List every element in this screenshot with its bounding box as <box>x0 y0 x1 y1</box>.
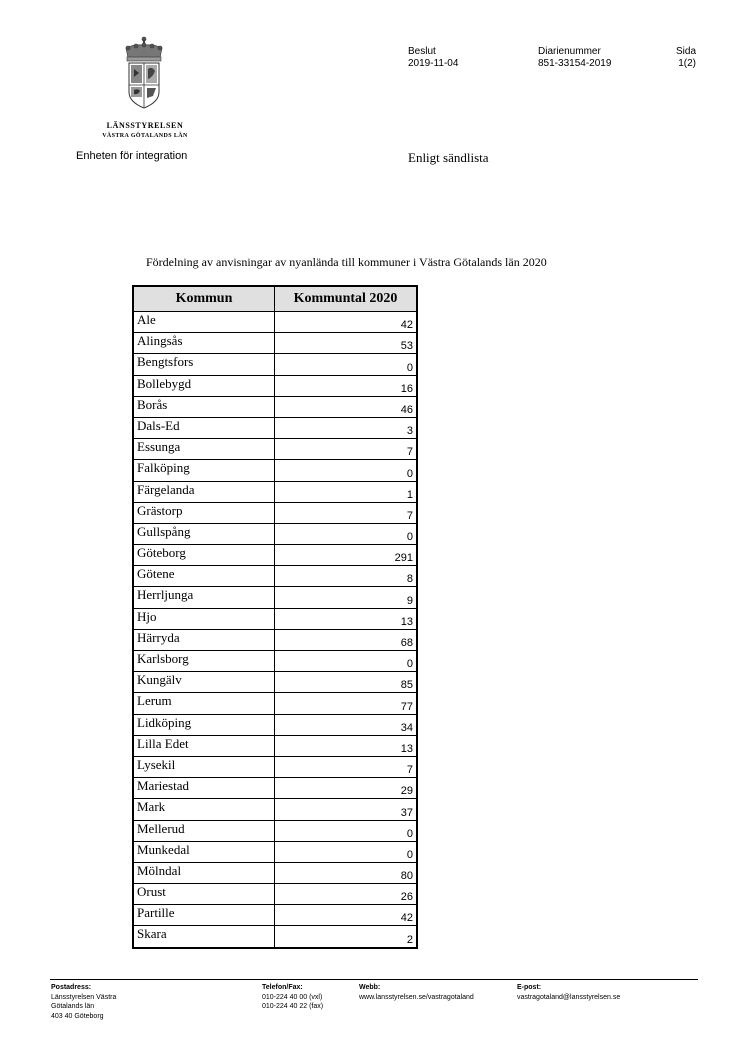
kommun-name-cell: Mellerud <box>133 820 275 841</box>
table-row <box>133 651 417 672</box>
footer-tel-label: Telefon/Fax: <box>262 984 303 991</box>
kommun-name-cell: Partille <box>133 905 275 926</box>
kommuntal-value-cell: 13 <box>275 608 418 629</box>
sida-label: Sida <box>675 46 696 57</box>
table-row <box>133 417 417 438</box>
kommuntal-value-cell: 7 <box>275 439 418 460</box>
table-row <box>133 312 417 333</box>
table-row <box>133 396 417 417</box>
table-row <box>133 735 417 756</box>
table-row <box>133 566 417 587</box>
table-row <box>133 587 417 608</box>
kommuntal-value-cell: 42 <box>275 905 418 926</box>
table-row <box>133 693 417 714</box>
table-row <box>133 375 417 396</box>
kommun-name-cell: Lidköping <box>133 714 275 735</box>
kommuntal-value-cell: 1 <box>275 481 418 502</box>
table-row <box>133 799 417 820</box>
table-row <box>133 862 417 883</box>
footer-web-label: Webb: <box>359 984 381 991</box>
column-header-kommuntal: Kommuntal 2020 <box>275 286 418 312</box>
table-row <box>133 545 417 566</box>
footer-web-link[interactable]: www.lansstyrelsen.se/vastragotaland <box>359 993 474 1001</box>
kommuntal-value-cell: 0 <box>275 523 418 544</box>
kommuntal-value-cell: 26 <box>275 884 418 905</box>
kommun-name-cell: Mark <box>133 799 275 820</box>
footer-postadress <box>51 983 116 1021</box>
table-row <box>133 502 417 523</box>
diarienummer-label: Diarienummer <box>538 46 601 57</box>
kommuntal-value-cell: 0 <box>275 841 418 862</box>
footer-telefon <box>262 983 323 1012</box>
sida-block <box>660 46 696 70</box>
table-row <box>133 523 417 544</box>
kommuntal-value-cell: 0 <box>275 820 418 841</box>
table-row <box>133 926 417 948</box>
kommuntal-value-cell: 68 <box>275 629 418 650</box>
beslut-block <box>408 46 458 70</box>
kommuntal-value-cell: 0 <box>275 354 418 375</box>
footer-post-label: Postadress: <box>51 984 92 991</box>
kommuntal-value-cell: 291 <box>275 545 418 566</box>
kommun-name-cell: Orust <box>133 884 275 905</box>
footer-post-line: 403 40 Göteborg <box>51 1012 104 1020</box>
lansstyrelsen-coat-of-arms-logo <box>116 36 172 114</box>
kommun-name-cell: Lysekil <box>133 756 275 777</box>
table-row <box>133 841 417 862</box>
kommuntal-value-cell: 13 <box>275 735 418 756</box>
column-header-kommun: Kommun <box>133 286 275 312</box>
kommun-name-cell: Lerum <box>133 693 275 714</box>
table-row <box>133 714 417 735</box>
kommun-name-cell: Färgelanda <box>133 481 275 502</box>
table-row <box>133 884 417 905</box>
table-row <box>133 905 417 926</box>
kommuntal-value-cell: 7 <box>275 502 418 523</box>
table-row <box>133 756 417 777</box>
table-row <box>133 439 417 460</box>
diarienummer-block <box>538 46 611 70</box>
kommun-name-cell: Kungälv <box>133 672 275 693</box>
kommun-name-cell: Munkedal <box>133 841 275 862</box>
sida-value: 1(2) <box>678 58 696 69</box>
table-row <box>133 608 417 629</box>
table-row <box>133 672 417 693</box>
kommun-name-cell: Borås <box>133 396 275 417</box>
kommuntal-value-cell: 42 <box>275 312 418 333</box>
kommun-name-cell: Mölndal <box>133 862 275 883</box>
kommuntal-value-cell: 80 <box>275 862 418 883</box>
kommuntal-value-cell: 46 <box>275 396 418 417</box>
recipient-text: Enligt sändlista <box>408 150 489 165</box>
kommun-name-cell: Göteborg <box>133 545 275 566</box>
kommuntal-value-cell: 16 <box>275 375 418 396</box>
table-row <box>133 481 417 502</box>
kommun-name-cell: Karlsborg <box>133 651 275 672</box>
table-row <box>133 333 417 354</box>
kommuntal-value-cell: 37 <box>275 799 418 820</box>
kommuntal-value-cell: 0 <box>275 460 418 481</box>
kommun-name-cell: Lilla Edet <box>133 735 275 756</box>
footer-mail-label: E-post: <box>517 984 542 991</box>
footer-mail-link[interactable]: vastragotaland@lansstyrelsen.se <box>517 993 621 1001</box>
kommun-name-cell: Essunga <box>133 439 275 460</box>
table-body <box>133 312 417 948</box>
table-header-row <box>133 286 417 312</box>
kommun-name-cell: Skara <box>133 926 275 948</box>
footer-divider <box>50 979 698 980</box>
beslut-date: 2019-11-04 <box>408 58 459 69</box>
table-title: Fördelning av anvisningar av nyanlända till kommuner i Västra Götalands län 2020 <box>146 255 547 269</box>
kommun-name-cell: Bollebygd <box>133 375 275 396</box>
kommuntal-value-cell: 53 <box>275 333 418 354</box>
footer-post-line: Götalands län <box>51 1003 95 1011</box>
kommuntal-value-cell: 2 <box>275 926 418 948</box>
kommun-name-cell: Härryda <box>133 629 275 650</box>
beslut-label: Beslut <box>408 46 436 57</box>
unit-name: Enheten för integration <box>76 150 188 162</box>
kommun-name-cell: Gullspång <box>133 523 275 544</box>
table-row <box>133 460 417 481</box>
kommuntal-value-cell: 85 <box>275 672 418 693</box>
kommun-name-cell: Götene <box>133 566 275 587</box>
table-row <box>133 820 417 841</box>
kommuntal-value-cell: 9 <box>275 587 418 608</box>
kommuntal-value-cell: 8 <box>275 566 418 587</box>
kommun-name-cell: Mariestad <box>133 778 275 799</box>
org-subtitle: VÄSTRA GÖTALANDS LÄN <box>102 133 188 139</box>
kommuntal-value-cell: 34 <box>275 714 418 735</box>
kommun-name-cell: Grästorp <box>133 502 275 523</box>
footer-tel-line: 010-224 40 22 (fax) <box>262 1003 324 1011</box>
footer-webb <box>359 983 474 1002</box>
kommun-name-cell: Hjo <box>133 608 275 629</box>
diarienummer-value: 851-33154-2019 <box>538 58 612 69</box>
kommuntal-value-cell: 7 <box>275 756 418 777</box>
kommuntal-value-cell: 3 <box>275 417 418 438</box>
kommuntal-value-cell: 0 <box>275 651 418 672</box>
table-row <box>133 778 417 799</box>
footer-post-line: Länsstyrelsen Västra <box>51 993 117 1001</box>
org-name: LÄNSSTYRELSEN <box>106 121 184 130</box>
kommun-name-cell: Ale <box>133 312 275 333</box>
kommun-name-cell: Herrljunga <box>133 587 275 608</box>
kommun-name-cell: Falköping <box>133 460 275 481</box>
kommuntal-value-cell: 29 <box>275 778 418 799</box>
allocation-table <box>132 285 418 949</box>
kommun-name-cell: Alingsås <box>133 333 275 354</box>
kommun-name-cell: Bengtsfors <box>133 354 275 375</box>
footer-epost <box>517 983 620 1002</box>
table-row <box>133 354 417 375</box>
footer-tel-line: 010-224 40 00 (vxl) <box>262 993 323 1001</box>
kommun-name-cell: Dals-Ed <box>133 417 275 438</box>
kommuntal-value-cell: 77 <box>275 693 418 714</box>
table-row <box>133 629 417 650</box>
